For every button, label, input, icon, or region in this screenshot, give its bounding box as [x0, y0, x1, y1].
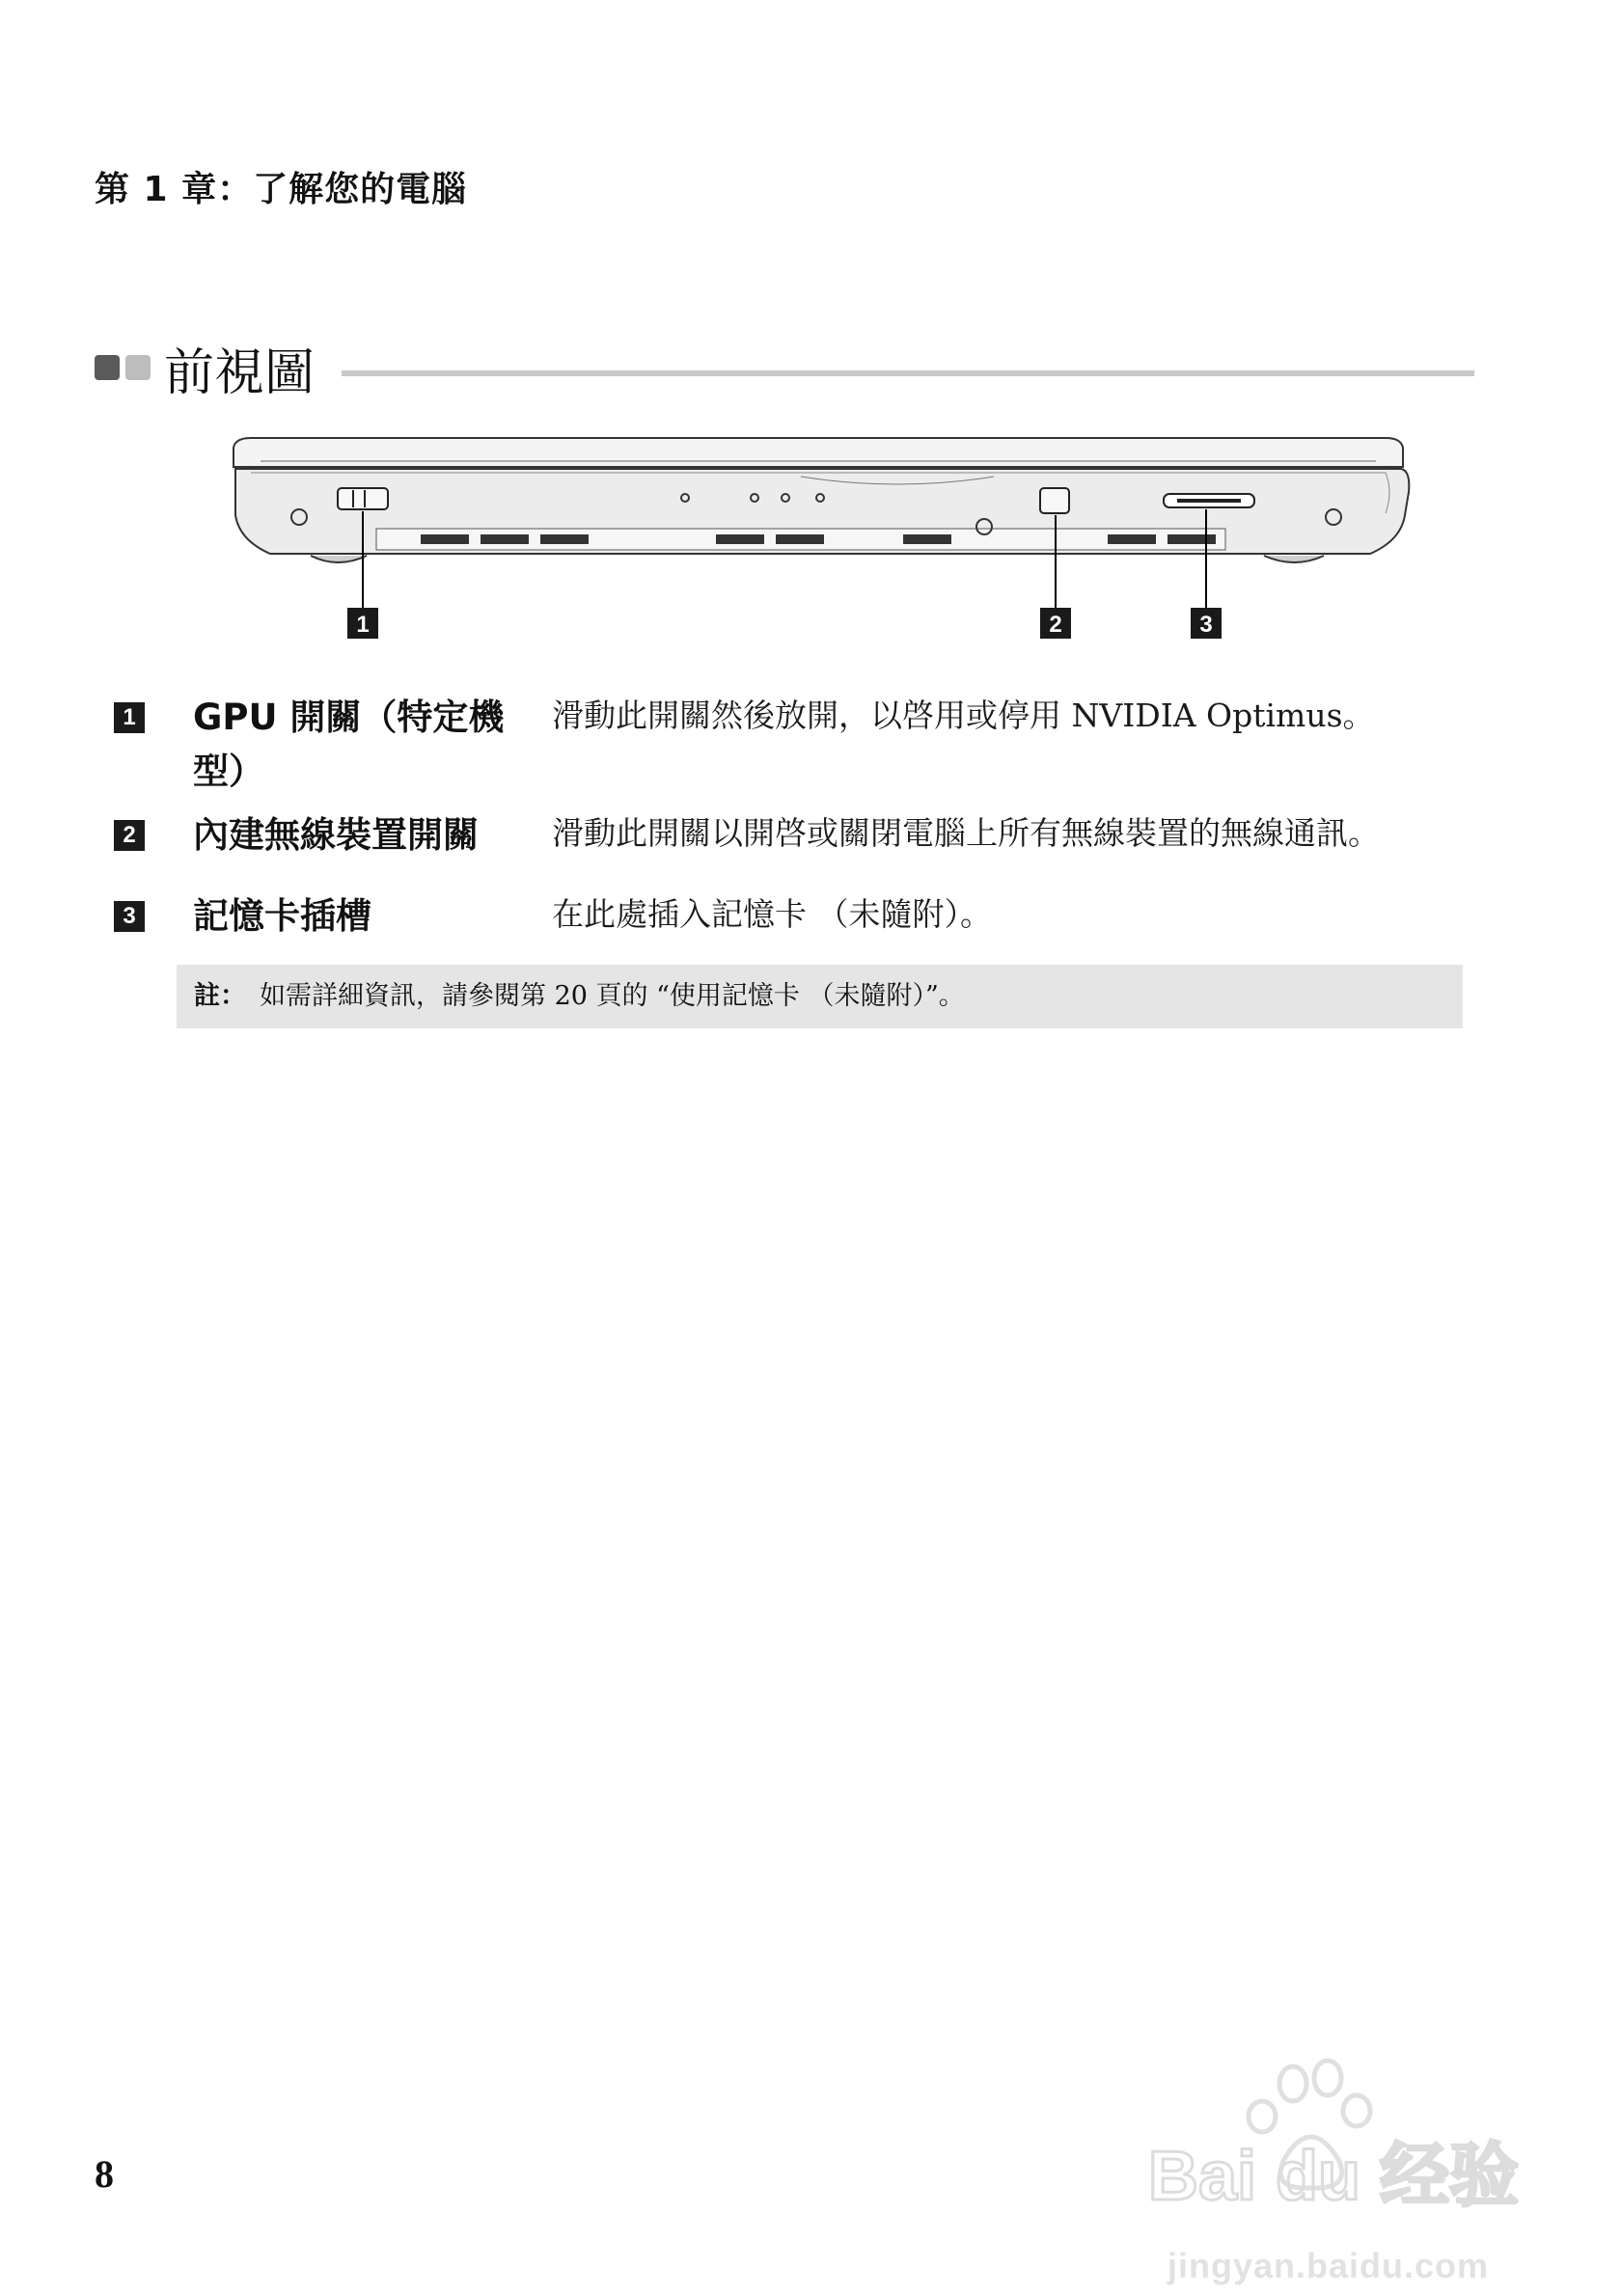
page-number: 8	[95, 2152, 114, 2196]
baidu-watermark	[1148, 2055, 1563, 2285]
laptop-front-illustration	[222, 434, 1418, 656]
gpu-switch-graphic	[338, 488, 388, 509]
laptop-front-view-figure	[222, 434, 1418, 656]
watermark-url: jingyan.baidu.com	[1168, 2246, 1490, 2285]
wireless-switch-graphic	[1040, 488, 1069, 513]
note-label: 註：	[194, 981, 246, 1011]
section-rule	[342, 370, 1474, 376]
item-2-number: 2	[114, 820, 145, 851]
note-text: 如需詳細資訊，請參閱第 20 頁的 “使用記憶卡 （未隨附）”。	[260, 981, 965, 1011]
item-1-label: GPU 開關（特定機型）	[193, 697, 505, 792]
section-title: 前視圖	[164, 344, 316, 402]
callout-1: 1	[356, 612, 370, 638]
section-bullet-light	[125, 355, 151, 380]
item-2-description: 滑動此開關以開啓或關閉電腦上所有無線裝置的無線通訊。	[552, 814, 1380, 852]
item-1-description: 滑動此開關然後放開，以啓用或停用 NVIDIA Optimus。	[552, 697, 1375, 734]
item-3-label: 記憶卡插槽	[193, 895, 371, 937]
watermark-logo-text: Bai du 经验	[1148, 2138, 1520, 2215]
item-3-description: 在此處插入記憶卡 （未隨附）。	[552, 895, 992, 933]
callout-3: 3	[1199, 612, 1213, 638]
section-bullet-dark	[95, 355, 120, 380]
item-3-number: 3	[114, 901, 145, 932]
callout-2: 2	[1049, 612, 1062, 638]
baidu-paw-logo	[1148, 2055, 1563, 2248]
item-2-label: 內建無線裝置開關	[193, 814, 479, 856]
note-box	[177, 965, 1463, 1028]
section-header	[95, 328, 1474, 405]
item-1-number: 1	[114, 702, 145, 733]
chapter-heading: 第 1 章：了解您的電腦	[95, 170, 468, 209]
